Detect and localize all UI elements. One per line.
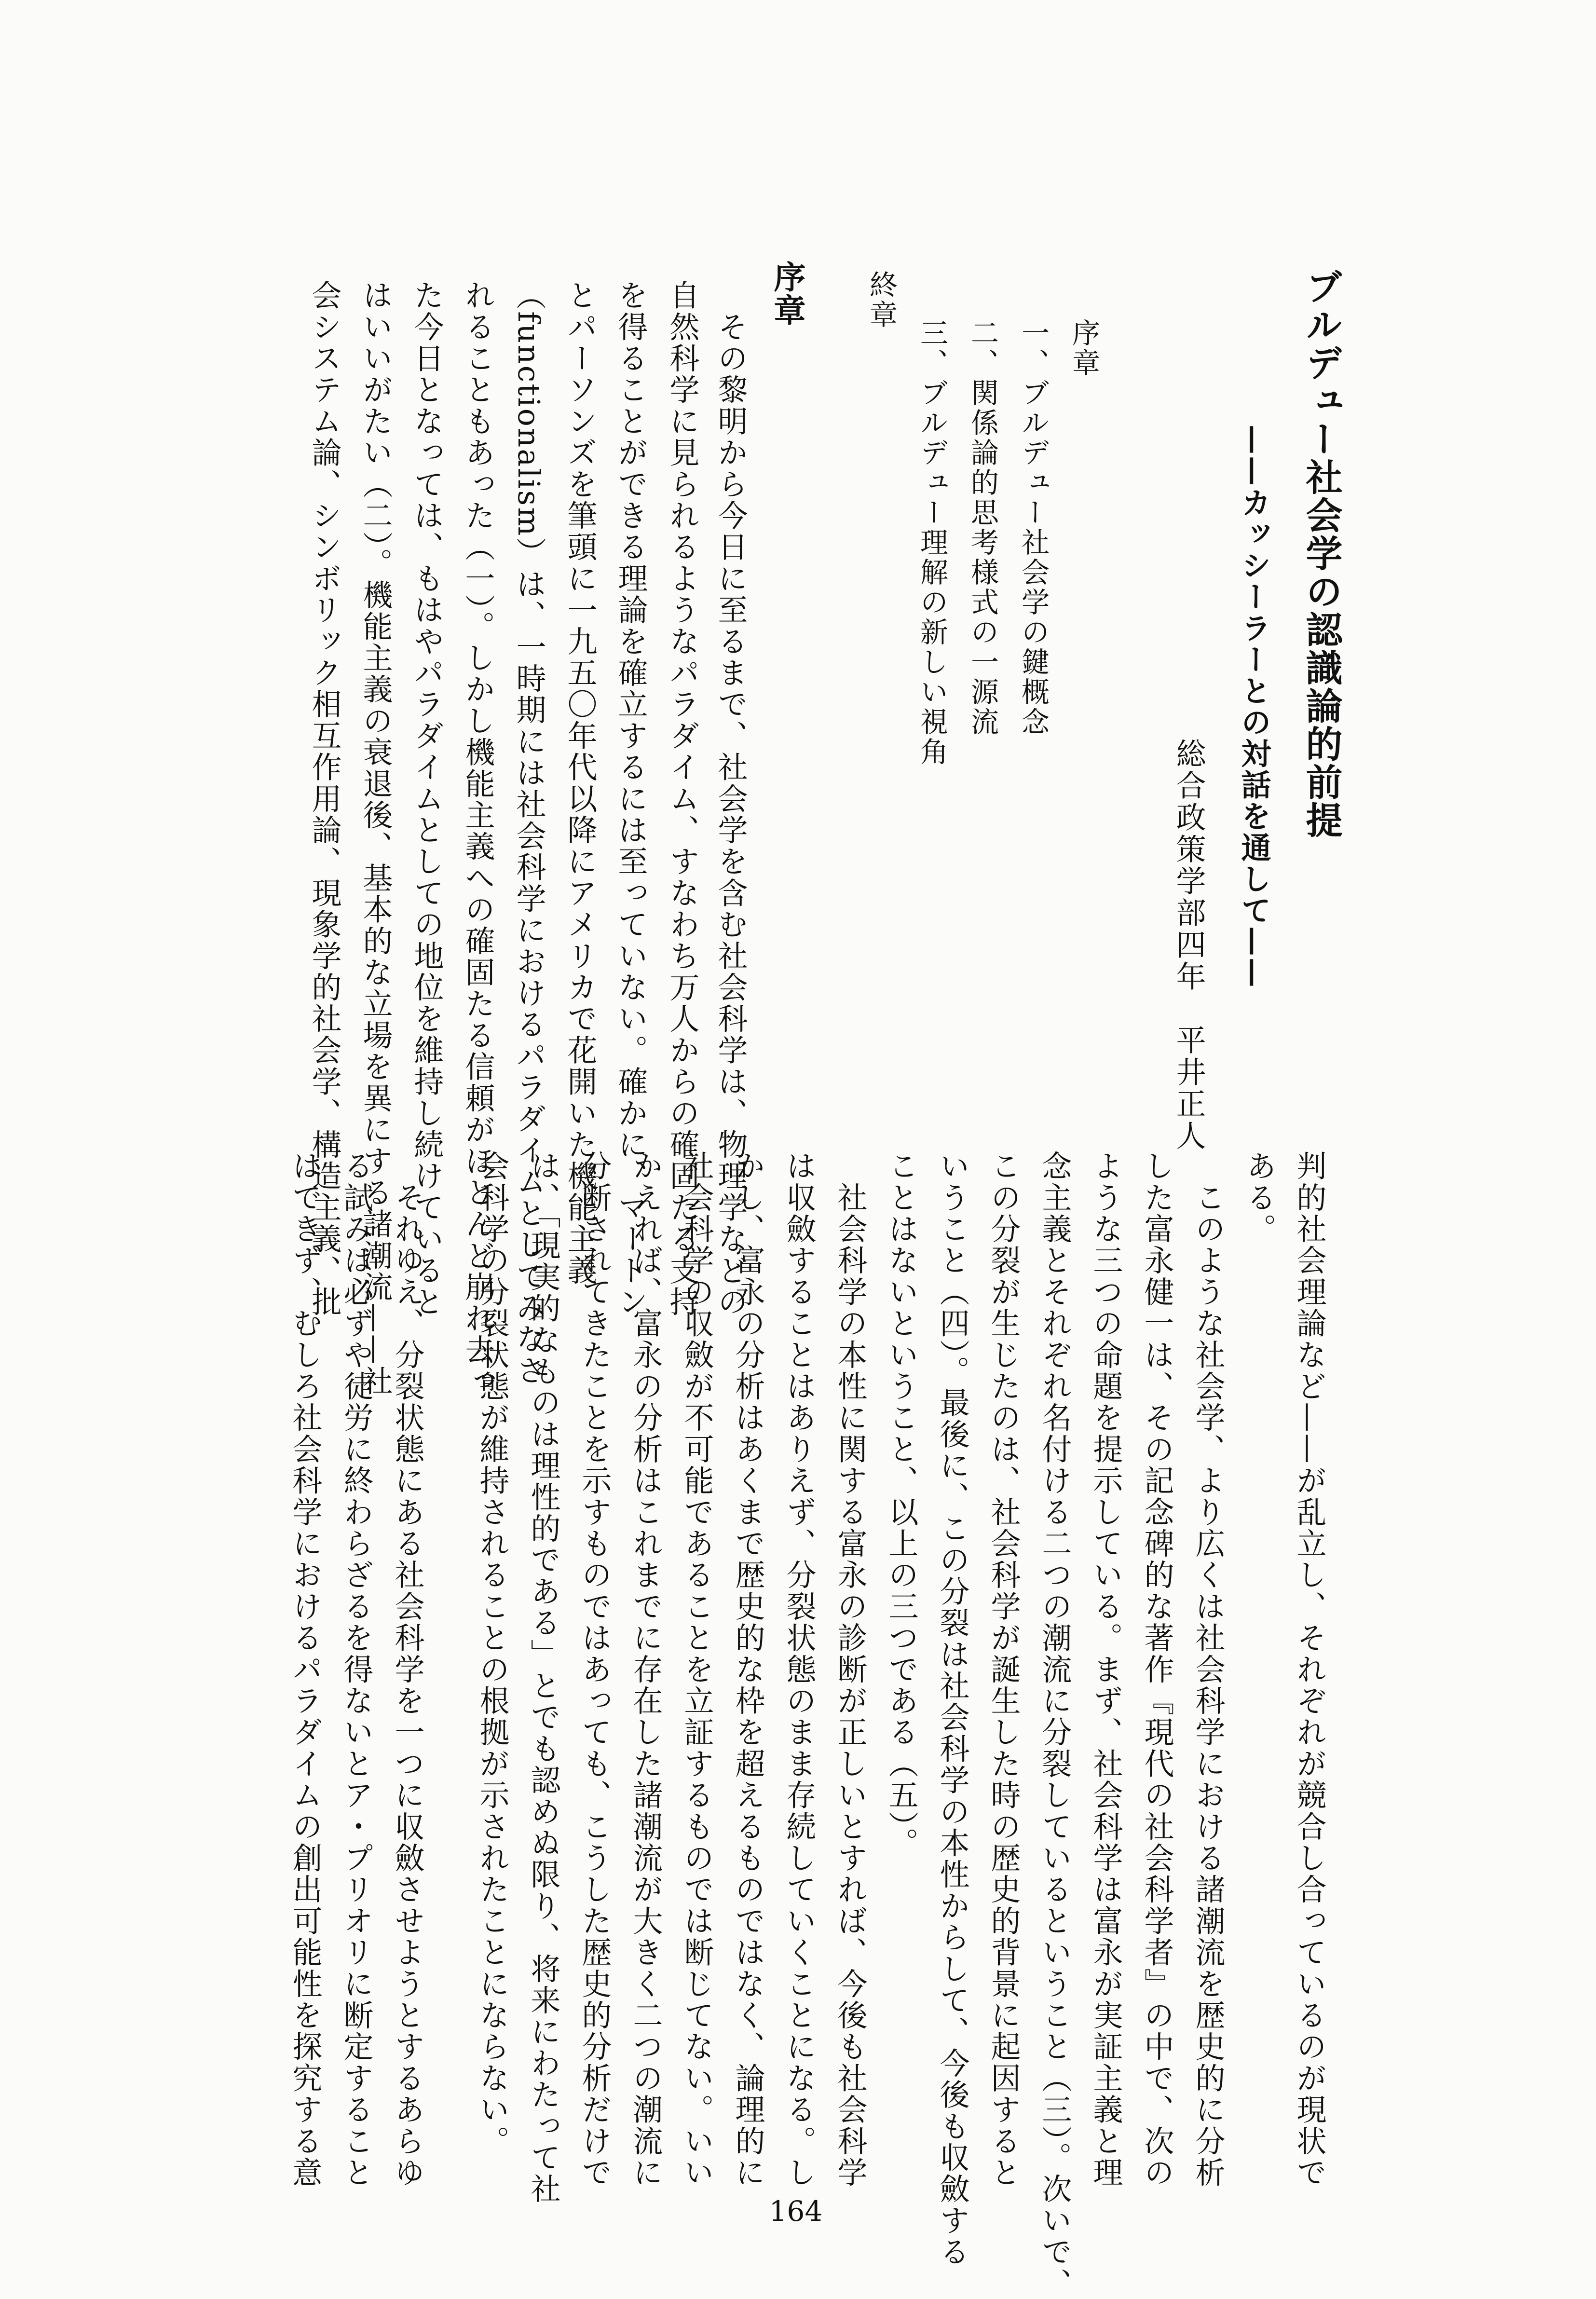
body-line: （functionalism）は、一時期には社会科学におけるパラダイムとしてみなさ <box>511 280 546 1386</box>
toc-item-conclusion: 終章 <box>865 270 898 330</box>
body-line: その黎明から今日に至るまで、社会学を含む社会科学は、物理学などの <box>713 280 748 1318</box>
body-line: このような社会学、より広くは社会科学における諸潮流を歴史的に分析 <box>1190 1150 1226 2189</box>
body-line: れることもあった（一）。しかし機能主義への確固たる信頼がほとんど崩れ去っ <box>460 280 495 1397</box>
article-subtitle: ——カッシーラーとの対話を通して—— <box>1236 424 1271 989</box>
body-line: この分裂が生じたのは、社会科学が誕生した時の歴史的背景に起因すると <box>986 1150 1021 2189</box>
body-line: とパーソンズを筆頭に一九五〇年代以降にアメリカで花開いた機能主義 <box>562 280 598 1286</box>
body-line: はできず、むしろ社会科学におけるパラダイムの創出可能性を探究する意 <box>287 1150 323 2189</box>
page-number: 164 <box>769 2195 823 2228</box>
article-author: 総合政策学部四年 平井正人 <box>1171 738 1206 1152</box>
body-line: た今日となっては、もはやパラダイムとしての地位を維持し続けていると <box>409 280 444 1318</box>
article-title: ブルデュー社会学の認識論的前提 <box>1300 268 1343 839</box>
body-line: は、「現実的なものは理性的である」とでも認めぬ限り、将来にわたって社 <box>526 1150 561 2205</box>
body-line: 会システム論、シンボリック相互作用論、現象学的社会学、構造主義、批 <box>307 280 342 1318</box>
toc-item-1: 一、ブルデュー社会学の鍵概念 <box>1017 318 1050 737</box>
body-line: 念主義とそれぞれ名付ける二つの潮流に分裂しているということ（三）。次いで、 <box>1037 1150 1072 2299</box>
toc-item-3: 三、ブルデュー理解の新しい視角 <box>915 318 948 767</box>
toc-item-intro: 序章 <box>1067 318 1100 378</box>
body-line: 自然科学に見られるようなパラダイム、すなわち万人からの確固たる支持 <box>665 280 700 1318</box>
body-line: 社会科学の収斂が不可能であることを立証するものでは断じてない。いい <box>679 1150 714 2189</box>
body-line: を得ることができる理論を確立するには至っていない。確かに、マートン <box>613 280 648 1318</box>
body-line: 分断されてきたことを示すものではあっても、こうした歴史的分析だけで <box>577 1150 612 2189</box>
body-line: した富永健一は、その記念碑的な著作『現代の社会科学者』の中で、次の <box>1139 1150 1174 2189</box>
body-line: は収斂することはありえず、分裂状態のまま存続していくことになる。し <box>781 1150 817 2189</box>
section-heading: 序章 <box>768 260 806 327</box>
body-line: はいいがたい（二）。機能主義の衰退後、基本的な立場を異にする諸潮流——社 <box>358 280 393 1397</box>
body-line: る試みは必ずや徒労に終わらざるを得ないとア・プリオリに断定すること <box>339 1150 374 2189</box>
body-line: いうこと（四）。最後に、この分裂は社会科学の本性からして、今後も収斂する <box>935 1150 970 2268</box>
body-line: ような三つの命題を提示している。まず、社会科学は富永が実証主義と理 <box>1088 1150 1123 2189</box>
body-line: 判的社会理論など——が乱立し、それぞれが競合し合っているのが現状で <box>1292 1150 1327 2189</box>
toc-item-2: 二、関係論的思考様式の一源流 <box>966 318 999 737</box>
body-line: それゆえ、分裂状態にある社会科学を一つに収斂させようとするあらゆ <box>390 1150 425 2189</box>
body-line: ことはないということ、以上の三つである（五）。 <box>884 1150 919 1859</box>
body-line: ある。 <box>1241 1150 1277 1245</box>
body-line: 社会科学の本性に関する富永の診断が正しいとすれば、今後も社会科学 <box>832 1150 868 2189</box>
body-line: 会科学の分裂状態が維持されることの根拠が示されたことにならない。 <box>475 1150 510 2157</box>
body-line: かし、富永の分析はあくまで歴史的な枠を超えるものではなく、論理的に <box>730 1150 765 2189</box>
body-line: かえれば、富永の分析はこれまでに存在した諸潮流が大きく二つの潮流に <box>628 1150 663 2189</box>
